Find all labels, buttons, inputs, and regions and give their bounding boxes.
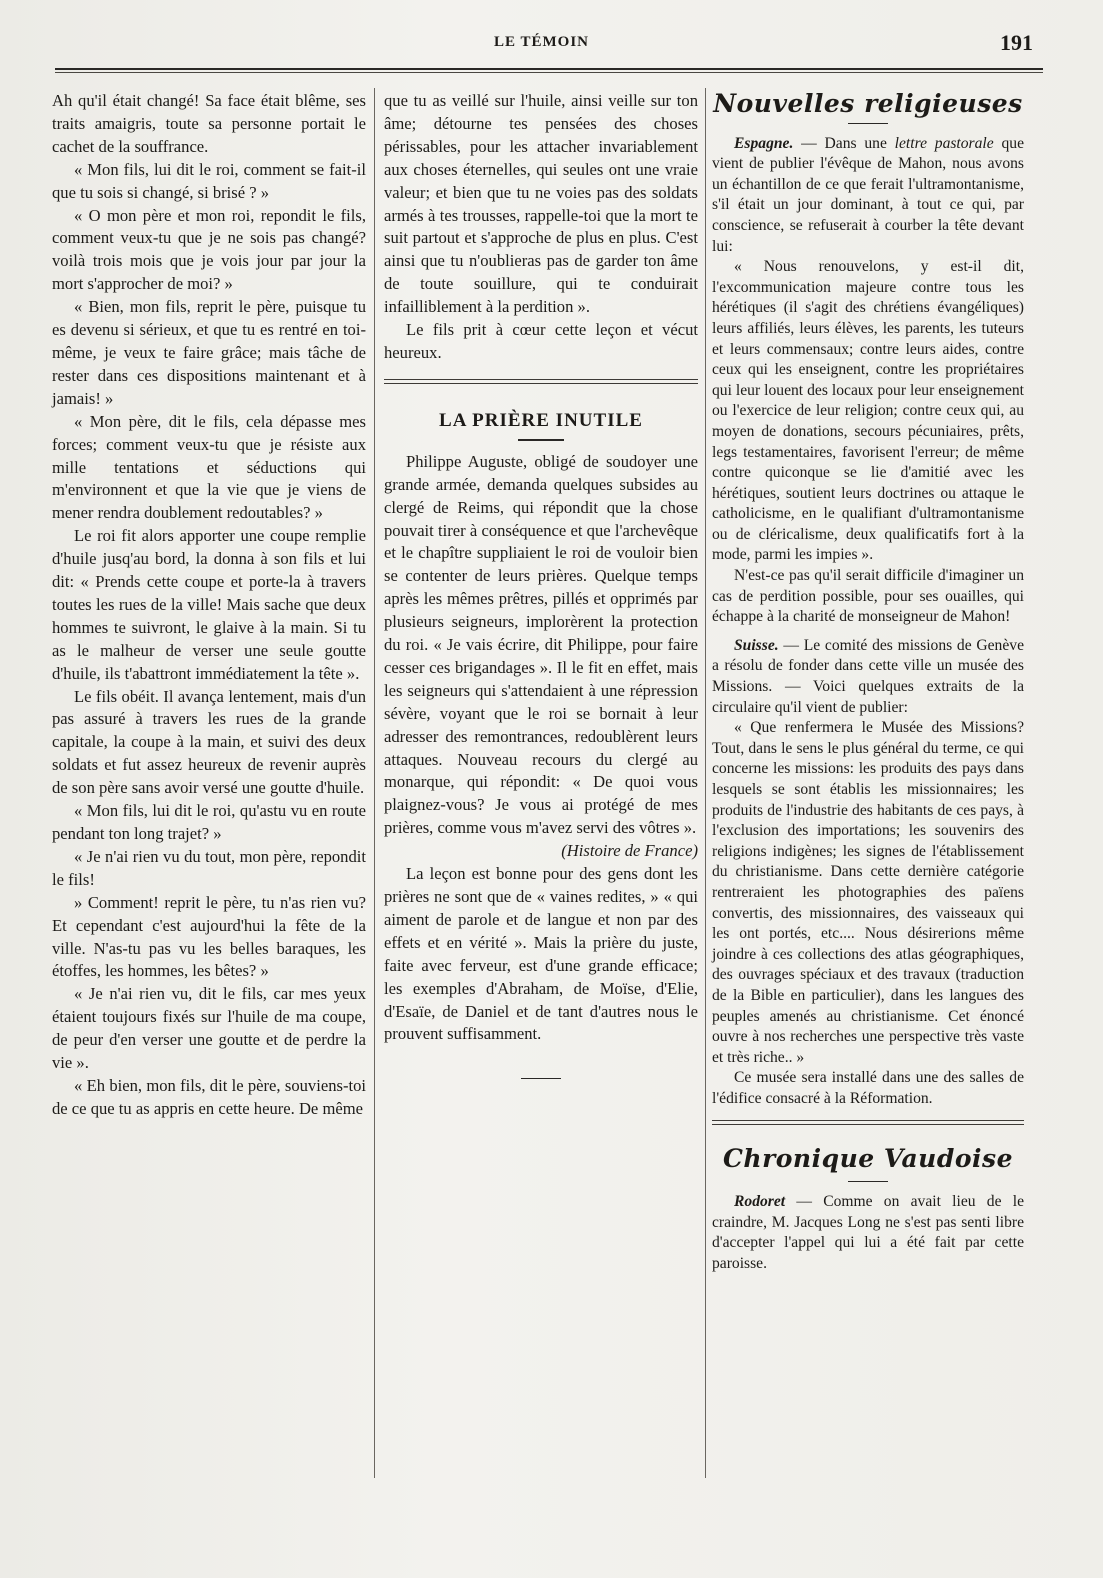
paragraph: Le fils obéit. Il avança lentement, mais d'un pas assuré à travers les rues de la grande capitale, la coupe à la main, et suivi des deux soldats et fut assez heureux de revenir auprès de son père sans avoir versé une goutte d'huile. [52, 686, 366, 798]
heading-dash [848, 1181, 888, 1182]
paragraph: « Je n'ai rien vu, dit le fils, car mes yeux étaient toujours fixés sur l'huile de ma coupe, de peur d'en verser une goutte et de perdre la vie ». [52, 984, 366, 1073]
column-divider-1 [374, 88, 375, 1478]
paragraph: « Mon fils, lui dit le roi, qu'astu vu en route pendant ton long trajet? » [52, 801, 366, 843]
paragraph: Ce musée sera installé dans une des salles de l'édifice consacré à la Réformation. [712, 1069, 1024, 1107]
paragraph: « Que renfermera le Musée des Missions? Tout, dans le sens le plus général du terme, ce qui concerne les missions: les produits des pays dans lesquels se sont établis les missionnaires; les produits de l'industrie des habitants de ces pays, à l'exclusion des importations; les souvenirs des religions indigènes; les signes de l'établissement du christianisme. Dans cette dernière catégorie rentreraient les photographies des païens convertis, des missionnaires, des vaisseaux qui les ont portés, etc.... Nous désirerions même joindre à ces collections des atlas géographiques, des ouvrages spéciaux et des travaux (traduction de la Bible en particulier), dans les langues des peuples amenés au christianisme. Cet énoncé ouvre à nos recherches une perspective très vaste et très riche.. » [712, 719, 1024, 1066]
region-label: Espagne. [734, 134, 794, 152]
place-label: Rodoret [734, 1193, 786, 1211]
section-heading: Chronique Vaudoise [723, 1143, 1013, 1173]
paragraph: N'est-ce pas qu'il serait difficile d'imaginer un cas de perdition possible, pour ses ouailles, qui échappe à la charité de monseigneur de Mahon! [712, 567, 1024, 626]
paragraph: Rodoret — Comme on avait lieu de le craindre, M. Jacques Long ne s'est pas senti libre d'accepter l'appel qui lui a été fait par cette paroisse. [712, 1193, 1024, 1272]
end-dash [521, 1078, 561, 1079]
heading-dash [848, 123, 888, 124]
paragraph: Le roi fit alors apporter une coupe remplie d'huile jusq'au bord, la donna à son fils et lui dit: « Prends cette coupe et porte-la à travers toutes les rues de la ville! Mais sache que deux hommes te suivront, le glaive à la main. Si tu as le malheur de verser une seule goutte d'huile, ils t'abattront immédiatement la tête ». [52, 526, 366, 683]
running-title: LE TÉMOIN [494, 34, 589, 50]
page-number: 191 [1000, 30, 1033, 55]
source-citation: (Histoire de France) [561, 841, 698, 861]
running-header [50, 30, 1033, 58]
column-divider-2 [705, 88, 706, 1478]
paragraph: « Je n'ai rien vu du tout, mon père, repondit le fils! [52, 846, 366, 889]
column-1 [52, 90, 366, 1121]
section-separator [712, 1120, 1024, 1125]
region-label: Suisse. [734, 636, 779, 654]
paragraph: Suisse. — Le comité des missions de Genève a résolu de fonder dans cette ville un musée des Missions. — Voici quelques extraits de la circulaire qu'il vient de publier: [712, 636, 1024, 716]
paragraph: Philippe Auguste, obligé de soudoyer une grande armée, demanda quelques subsides au clergé de Reims, qui répondit que la chose pouvait tirer à conséquence et que l'archevêque et le chapître suppliaient le roi de vouloir bien se contenter de leurs prières. Quelque temps après les mêmes prêtres, pillés et opprimés par plusieurs seigneurs, implorèrent la protection du roi. « Je vais écrire, dit Philippe, pour faire cesser ces brigandages ». Il le fit en effet, mais les seigneurs qui s'attendaient à une répression sévère, voyant que le roi se bornait à leur adresser des remontrances, redoublèrent leurs attaques. Nouveau recours du clergé au monarque, qui répondit: « De quoi vous plaignez-vous? Je vous ai protégé de mes prières, comme vous m'avez servi des vôtres ». [384, 451, 698, 838]
column-2 [384, 90, 698, 1079]
paragraph: La leçon est bonne pour des gens dont les prières ne sont que de « vaines redites, » « qui aiment de parole et de langue et non par des effets et en vérité ». Mais la prière du juste, faite avec ferveur, est d'une grande efficace; les exemples d'Abraham, de Moïse, d'Elie, d'Esaïe, de Daniel et de tant d'autres nous le prouvent suffisamment. [384, 864, 698, 1044]
paragraph: « Eh bien, mon fils, dit le père, souviens-toi de ce que tu as appris en cette heure. De même [52, 1075, 366, 1118]
title-dash [518, 439, 564, 441]
paragraph: « Mon père, dit le fils, cela dépasse mes forces; comment veux-tu que je résiste aux mille tentations et séductions qui m'environnent et que la vie que je viens de mener rendra doublement redoutables? » [52, 411, 366, 523]
paragraph: Espagne. — Dans une lettre pastorale que vient de publier l'évêque de Mahon, nous avons un échantillon de ce que ferait l'ultramontanisme, s'il était un jour dominant, à tout ce qui, par conscience, se refuserait à courber la tête devant lui: [712, 134, 1024, 255]
section-heading: Nouvelles religieuses [713, 89, 1023, 118]
paragraph: « Mon fils, lui dit le roi, comment se fait-il que tu sois si changé, si brisé ? » [52, 159, 366, 202]
paragraph: que tu as veillé sur l'huile, ainsi veille sur ton âme; détourne tes pensées des choses périssables, pour les attacher invariablement aux choses éternelles, qui seules ont une vraie valeur; et bien que tu ne voies pas des soldats armés à tes trousses, rappelle-toi que la mort te suit partout et s'approche de plus en plus. C'est ainsi que tu n'oublieras pas de garder ton âme de toute souillure, qui te conduirait infailliblement à la perdition ». [384, 91, 698, 317]
paragraph: « Bien, mon fils, reprit le père, puisque tu es devenu si sérieux, et que tu es rentré en toi-même, je veux te faire grâce; mais tâche de rester dans ces dispositions maintenant et à jamais! » [52, 297, 366, 408]
paragraph: » Comment! reprit le père, tu n'as rien vu? Et cependant c'est aujourd'hui la fête de la ville. N'as-tu pas vu les belles baraques, les étoffes, les hommes, les bêtes? » [52, 892, 366, 981]
article-title: LA PRIÈRE INUTILE [439, 409, 643, 431]
column-3 [712, 90, 1024, 1274]
paragraph: « O mon père et mon roi, repondit le fils, comment veux-tu que je ne sois pas changé? voilà trois mois que je vois jour par jour la mort s'approcher de moi? » [52, 205, 366, 294]
paragraph: Ah qu'il était changé! Sa face était blême, ses traits amaigris, toute sa personne portait le cachet de la souffrance. [52, 91, 366, 156]
paragraph: Le fils prit à cœur cette leçon et vécut heureux. [384, 320, 698, 362]
paragraph: « Nous renouvelons, y est-il dit, l'excommunication majeure contre tous les hérétiques (il s'agit des chrétiens évangéliques) leurs affiliés, leurs élèves, les parents, les tuteurs et leurs commensaux; contre leurs aides, contre ceux qui les enseignent, contre les propriétaires qui leur louent des locaux pour leur enseignement ou l'exercice de leur religion; contre ceux qui, au moyen de donations, secours pécuniaires, prêts, legs testamentaires, favorisent l'erreur; de même contre quiconque se lie d'amitié avec les hérétiques, soutient leurs doctrines ou attaque le catholicisme, en le qualifiant d'ultramontanisme ou de cléricalisme, deux qualificatifs fort à la mode, parmi les impies ». [712, 258, 1024, 564]
header-rule [55, 68, 1043, 70]
section-separator [384, 379, 698, 384]
